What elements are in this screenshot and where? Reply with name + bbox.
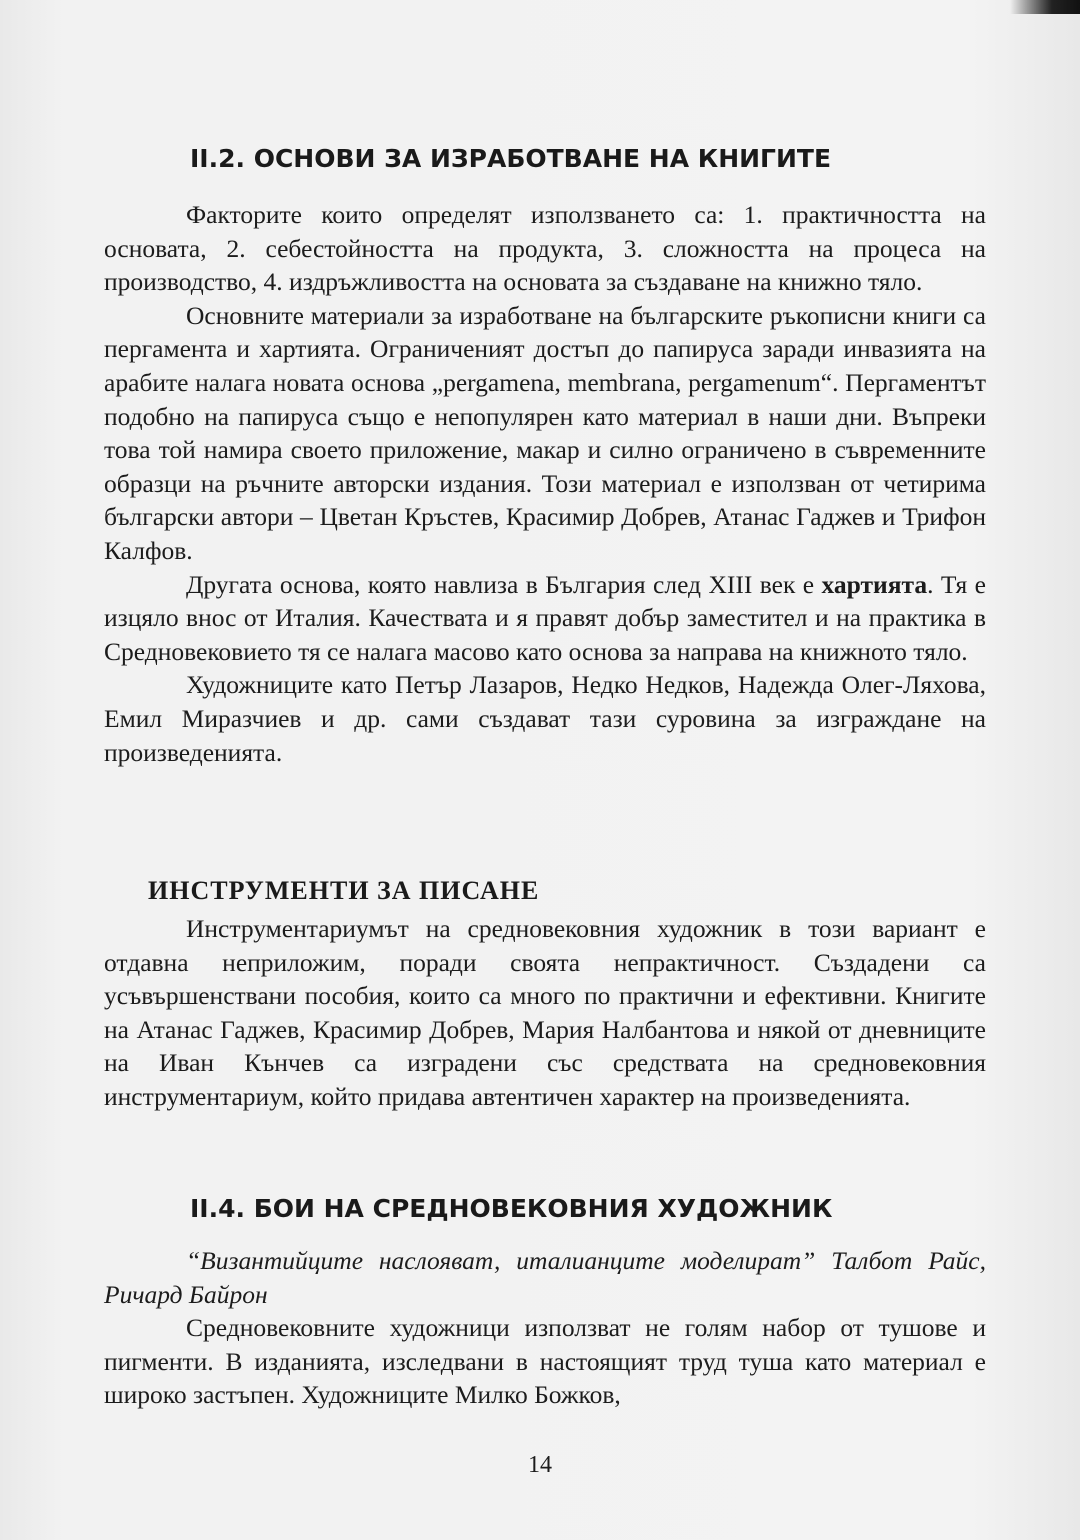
paragraph-materials: Основните материали за изработване на българските ръкописни книги са пергамента и хартията. Ограниченият достъп до папируса заради инвазията на арабите налага новата основа „pergamena, membrana, pergamenum“. Пергаментът подобно на папируса също е непопулярен като материал в наши дни. Въпреки това той намира своето приложение, макар и силно ограничено в съвременните образци на ръчните авторски издания. Този материал е използван от четирима български автори – Цветан Кръстев, Красимир Добрев, Атанас Гаджев и Трифон Калфов. <box>104 300 986 565</box>
page-number: 14 <box>528 1452 552 1478</box>
paragraph-pigments: Средновековните художници използват не голям набор от тушове и пигменти. В изданията, изследвани в настоящият труд туша като материал е широко застъпен. Художниците Милко Божков, <box>104 1313 986 1410</box>
paragraph-paper <box>104 568 986 669</box>
paragraph-paper-bold-term: хартията <box>821 569 928 599</box>
paragraph-artists: Художниците като Петър Лазаров, Недко Недков, Надежда Олег-Ляхова, Емил Миразчиев и др. сами създават тази суровина за изграждане на произведенията. <box>104 670 986 767</box>
section-body-bases <box>104 198 986 769</box>
section-heading-bases: II.2. ОСНОВИ ЗА ИЗРАБОТВАНЕ НА КНИГИТЕ <box>190 144 832 173</box>
paragraph-paper-start: Другата основа, която навлиза в България след XIII век е <box>186 569 822 599</box>
section-heading-paints: II.4. БОИ НА СРЕДНОВЕКОВНИЯ ХУДОЖНИК <box>190 1194 833 1223</box>
paragraph-factors: Факторите които определят използването са: 1. практичността на основата, 2. себестойността на продукта, 3. сложността на процеса на производство, 4. издръжливостта на основата за създаване на книжно тяло. <box>104 200 986 297</box>
paragraph-instruments: Инструментариумът на средновековния художник в този вариант е отдавна неприложим, поради своята непрактичност. Създадени са усъвършенствани пособия, които са много по практични и ефективни. Книгите на Атанас Гаджев, Красимир Добрев, Мария Налбантова и някой от дневниците на Иван Кънчев са изградени със средствата на средновековния инструментариум, който придава автентичен характер на произведенията. <box>104 914 986 1111</box>
epigraph-quote: “Византийците наслояват, италианците моделират” Талбот Райс, Ричард Байрон <box>104 1246 986 1309</box>
paragraph-paper-end: . Тя е изцяло внос от Италия. Качествата и я правят добър заместител и на практика в Средновековието тя се налага масово като основа за направа на книжното тяло. <box>104 569 987 666</box>
section-body-writing-instruments <box>104 912 986 1114</box>
scan-edge-shadow <box>1010 0 1080 14</box>
section-heading-writing-instruments: ИНСТРУМЕНТИ ЗА ПИСАНЕ <box>148 876 540 905</box>
section-body-paints <box>104 1244 986 1412</box>
